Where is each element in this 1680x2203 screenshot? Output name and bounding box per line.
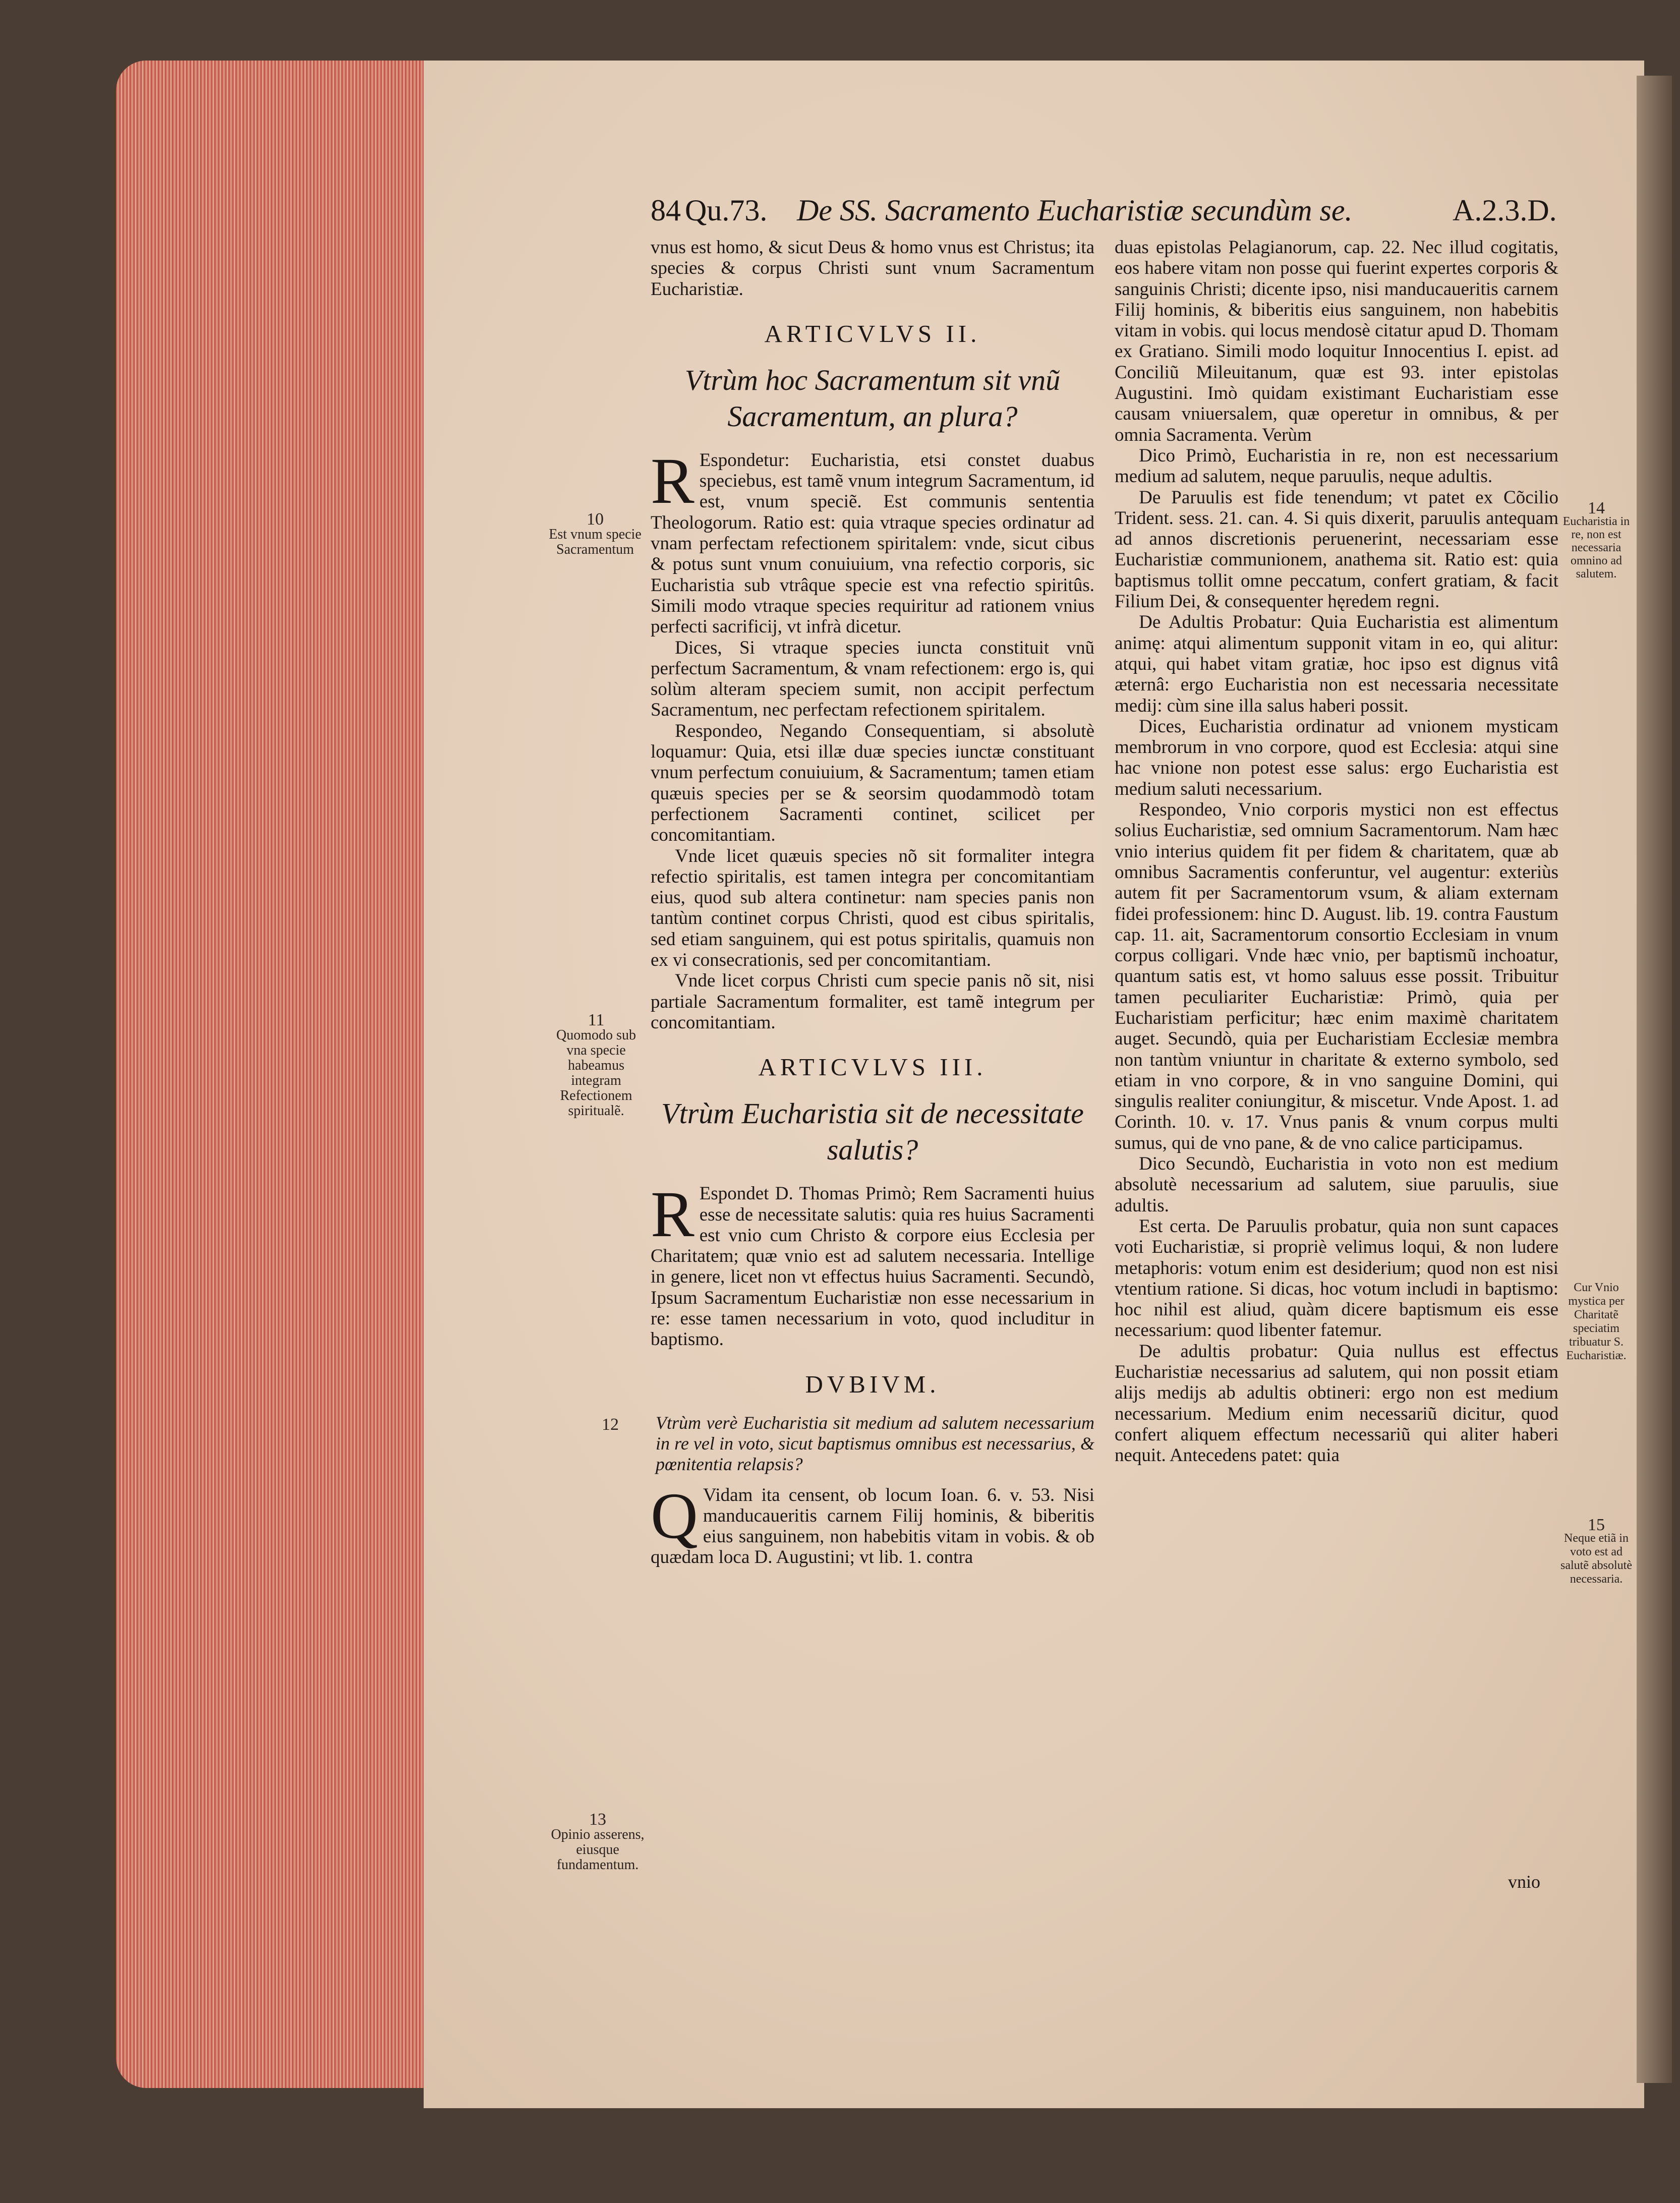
- right-paragraph-6: Respondeo, Vnio corporis mystici non est effectus solius Eucharistiæ, sed omnium Sacramentorum. Nam hæc vnio interius quidem fit per fidem & charitatem, quæ ab omnibus Sacramentis conferuntur, vel augentur: exteriùs autem fit per Sacramentorum vsum, & aliam externam fidei professionem: hinc D. August. lib. 19. contra Faustum cap. 11. ait, Sacramentorum consortio Ecclesiam in vnum corpus colligari. Vnde hæc vnio, per baptismũ inchoatur, quantum satis est, vt homo saluus esse possit. Tribuitur tamen peculiariter Eucharistiæ: Primò, quia per Eucharistiam perficitur; hæc enim maximè charitatem auget. Secundò, quia per Eucharistiam Ecclesiæ membra non tantùm vniuntur in charitate & externo symbolo, sed etiam in vno corpore, & in vno sanguine Domini, qui singulis realiter coniungitur, & miscetur. Vnde Apost. 1. ad Corinth. 10. v. 17. Vnus panis & vnum corpus multi sumus, qui de vno pane, & de vno calice participamus.: [1115, 799, 1558, 1153]
- right-paragraph-2: Dico Primò, Eucharistia in re, non est necessarium medium ad salutem, neque paruulis, neque adultis.: [1115, 445, 1558, 487]
- article-2-paragraph-2: Dices, Si vtraque species iuncta constituit vnũ perfectum Sacramentum, & vnam refectionem: ergo is, qui solùm alteram speciem sumit, non accipit perfectum Sacramentum, nec perfectam refectionem spiritalem.: [651, 637, 1094, 721]
- article-2-paragraph-4: Vnde licet quæuis species nõ sit formaliter integra refectio spiritalis, est tamen integra per concomitantiam eius, quod sub altera continetur: nam species panis non tantùm continet corpus Christi, quod est cibus spiritalis, sed etiam sanguinem, qui est potus spiritalis, quamuis non ex vi consecrationis, sed per concomitantiam.: [651, 845, 1094, 971]
- article-3-heading: ARTICVLVS III.: [758, 1053, 987, 1081]
- running-title: De SS. Sacramento Eucharistiæ secundùm se.: [797, 194, 1353, 227]
- right-paragraph-1: duas epistolas Pelagianorum, cap. 22. Nec illud cogitatis, eos habere vitam non posse qui fuerint expertes corporis & sanguinis Christi; dicente ipso, nisi manducaueritis carnem Filij hominis, & biberitis eius sanguinem, non habebitis vitam in vobis. qui locus mendosè citatur apud D. Thomam ex Gratiano. Simili modo loquitur Innocentius I. epist. ad Conciliũ Mileuitanum, quæ est 93. inter epistolas Augustini. Imò quidam existimant Eucharistiam esse causam vniuersalem, quæ operetur in omnibus, & per omnia Sacramenta. Verùm: [1115, 237, 1558, 445]
- right-paragraph-3: De Paruulis est fide tenendum; vt patet ex Cõcilio Trident. sess. 21. can. 4. Si quis dixerit, paruulis antequam ad annos discretionis peruenerint, necessariam esse Eucharistiæ communionem, anathema sit. Ratio est: quia baptismus tollit omne peccatum, confert gratiam, & facit Filium Dei, & consequenter hęredem regni.: [1115, 487, 1558, 612]
- margin-note-13: [550, 1812, 646, 1873]
- right-paragraph-9: De adultis probatur: Quia nullus est effectus Eucharistiæ necessarius ad salutem, qui non possit etiam alijs medijs ab adultis obtineri: ergo non est medium necessarium. Medium enim necessariũ dicitur, quod confert aliquem effectum necessariũ qui aliter haberi nequit. Antecedens patet: quia: [1115, 1341, 1558, 1466]
- dubium-paragraph-1: QVidam ita censent, ob locum Ioan. 6. v. 53. Nisi manducaueritis carnem Filij hominis, & biberitis eius sanguinem, non habebitis vitam in vobis. & ob quædam loca D. Augustini; vt lib. 1. contra: [651, 1479, 1094, 1568]
- article-reference: A.2.3.D.: [1453, 194, 1557, 227]
- book-gutter: [1637, 76, 1672, 2083]
- article-2-heading: ARTICVLVS II.: [764, 319, 981, 347]
- article-2-paragraph-3: Respondeo, Negando Consequentiam, si absolutè loquamur: Quia, etsi illæ duæ species iunctæ constituant vnum perfectum conuiuium, & Sacramentum; tamen etiam quæuis species per se & seorsim quodammodò totam perfectionem Sacramenti continet, scilicet per concomitantiam.: [651, 720, 1094, 846]
- right-paragraph-5: Dices, Eucharistia ordinatur ad vnionem mysticam membrorum in vno corpore, quod est Ecclesia: atqui sine hac vnione non potest esse salus: ergo Eucharistia est medium saluti necessarium.: [1115, 716, 1558, 799]
- margin-text: Opinio asserens, eiusque fundamentum.: [551, 1827, 645, 1873]
- dubium-question: Vtrùm verè Eucharistia sit medium ad salutem necessarium in re vel in voto, sicut baptismus omnibus est necessarius, & pœnitentia relapsis?: [656, 1412, 1094, 1474]
- margin-number: 13: [589, 1810, 606, 1829]
- opening-paragraph: vnus est homo, & sicut Deus & homo vnus est Christus; ita species & corpus Christi sunt vnum Sacramentum Eucharistiæ.: [651, 237, 1094, 300]
- right-paragraph-7: Dico Secundò, Eucharistia in voto non est medium absolutè necessarium ad salutem, siue paruulis, siue adultis.: [1115, 1153, 1558, 1216]
- margin-note-10: [545, 512, 646, 557]
- margin-number: 11: [588, 1011, 605, 1029]
- margin-text: Cur Vnio mystica per Charitatẽ speciatim tribuatur S. Eucharistiæ.: [1566, 1281, 1627, 1362]
- right-paragraph-4: De Adultis Probatur: Quia Eucharistia est alimentum animę: atqui alimentum supponit vitam in eo, qui alitur: atqui, qui habet vitam gratiæ, hoc ipso est dignus vitâ æternâ: ergo Eucharistia non est necessaria necessitate medij: cùm sine illa salus haberi possit.: [1115, 612, 1558, 716]
- article-2-paragraph-5: Vnde licet corpus Christi cum specie panis nõ sit, nisi partiale Sacramentum formaliter, est tamẽ integrum per concomitantiam.: [651, 970, 1094, 1033]
- article-3-question: Vtrùm Eucharistia sit de necessitate salutis?: [661, 1097, 1084, 1167]
- margin-text: Eucharistia in re, non est necessaria omnino ad salutem.: [1562, 515, 1630, 581]
- article-3-paragraph-1: REspondet D. Thomas Primò; Rem Sacramenti huius esse de necessitate salutis: quia res huius Sacramenti est vnio cum Christo & corpore eius Ecclesia per Charitatem; quæ vnio est ad salutem necessaria. Intellige in genere, licet non vt effectus huius Sacramenti. Secundò, Ipsum Sacramentum Eucharistiæ non esse necessarium in re: esse tamen necessarium in voto, quod includitur in baptismo.: [651, 1178, 1094, 1350]
- right-column: [1115, 237, 1558, 1466]
- page-number: 84: [651, 194, 681, 227]
- margin-note-11: [546, 1013, 647, 1119]
- running-head: [651, 188, 1569, 233]
- margin-number: 12: [602, 1415, 619, 1434]
- article-2-paragraph-1: REspondetur: Eucharistia, etsi constet duabus speciebus, est tamẽ vnum integrum Sacramentum, id est, vnum speciẽ. Est communis sententia Theologorum. Ratio est: quia vtraque species ordinatur ad vnam perfectam refectionem spiritalem: vnde, sicut cibus & potus sunt vnum conuiuium, vna refectio corporis, sic Eucharistia sub vtrâque specie est vna refectio spiritûs. Simili modo vtraque species requiritur ad rationem vnius perfecti sacrificij, vt infrà dicetur.: [651, 444, 1094, 637]
- right-paragraph-8: Est certa. De Paruulis probatur, quia non sunt capaces voti Eucharistiæ, si propriè velimus loqui, & non ludere metaphoris: votum enim est desiderium; quod non est nisi vtentium ratione. Si dicas, hoc votum includi in baptismo: hoc nihil est aliud, quàm dicere baptismum eis esse necessarium: quod libenter fatemur.: [1115, 1215, 1558, 1341]
- margin-number: 15: [1588, 1516, 1605, 1534]
- question-number: Qu.73.: [685, 194, 768, 227]
- dubium-heading: DVBIVM.: [805, 1370, 940, 1398]
- margin-note-15: [1558, 1518, 1634, 1586]
- book-page-edge: [116, 61, 429, 2088]
- left-column: [651, 237, 1094, 1568]
- catchword: vnio: [1508, 1872, 1541, 1892]
- margin-note-12: [580, 1417, 641, 1432]
- margin-text: Quomodo sub vna specie habeamus integram Refectionem spiritualẽ.: [556, 1027, 636, 1119]
- margin-text: Neque etiã in voto est ad salutẽ absolutè necessaria.: [1560, 1532, 1632, 1586]
- margin-text: Est vnum specie Sacramentum: [549, 527, 642, 557]
- article-2-question: Vtrùm hoc Sacramentum sit vnũ Sacramentum, an plura?: [684, 363, 1061, 433]
- margin-number: 14: [1588, 499, 1605, 517]
- margin-note-cur-vnio: [1558, 1281, 1634, 1363]
- margin-note-14: [1561, 499, 1632, 581]
- margin-number: 10: [587, 510, 604, 529]
